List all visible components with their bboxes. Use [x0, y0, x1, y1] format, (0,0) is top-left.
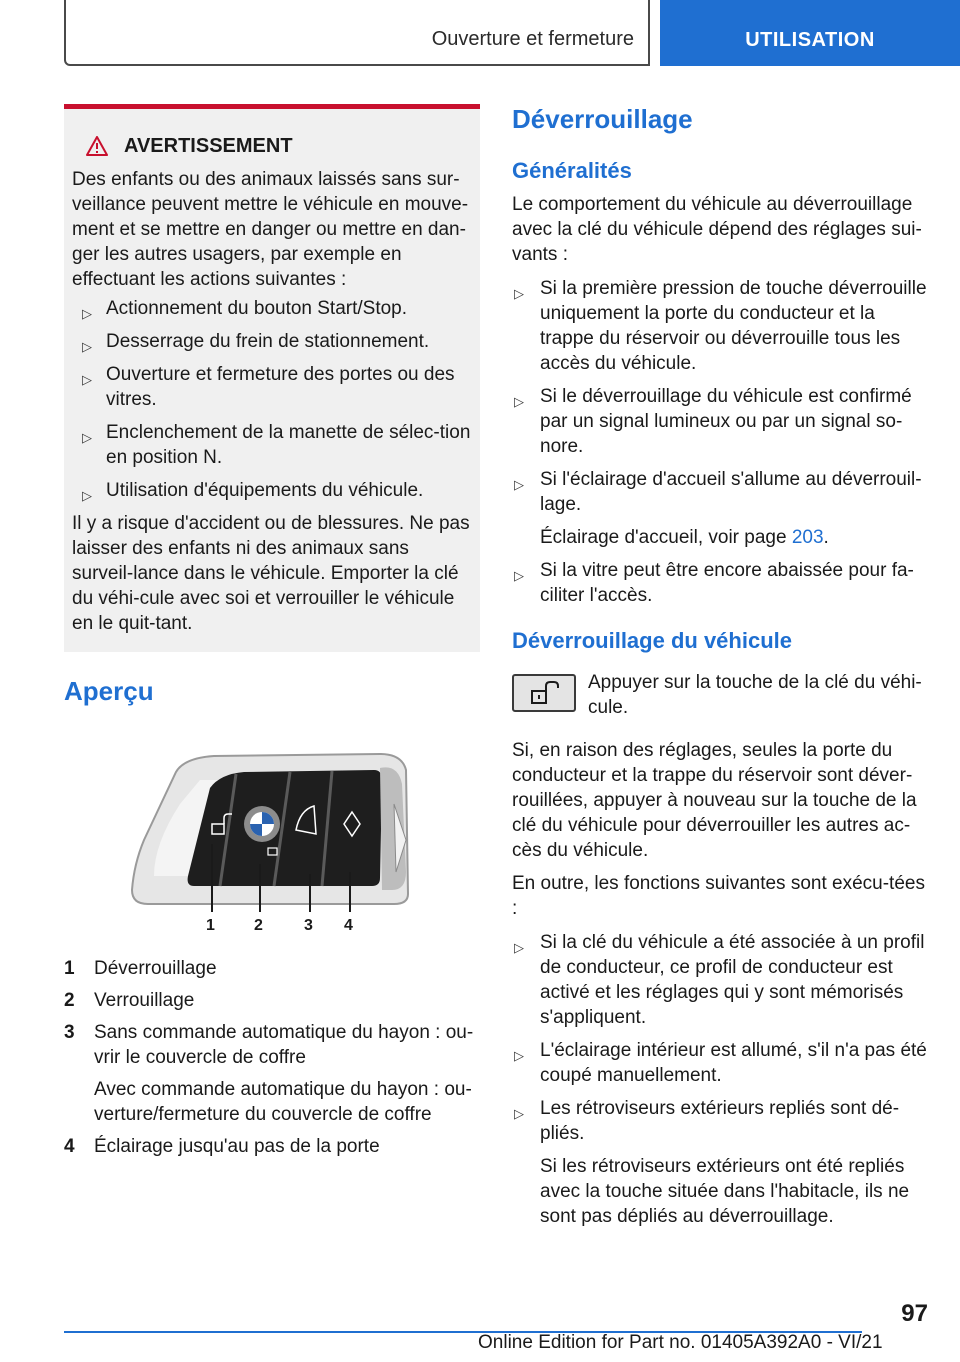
legend-text: Verrouillage [94, 990, 195, 1011]
deverrouillage-heading: Déverrouillage [512, 104, 693, 134]
legend-text: Sans commande automatique du hayon : ou-vrir le couvercle de coffre [94, 1022, 474, 1068]
page-reference [512, 525, 930, 550]
triangle-bullet-icon: ▷ [82, 488, 92, 503]
generalites-section [512, 158, 930, 616]
triangle-bullet-icon: ▷ [514, 477, 524, 492]
legend-text: Éclairage jusqu'au pas de la porte [94, 1136, 380, 1157]
triangle-bullet-icon: ▷ [82, 372, 92, 387]
warning-box [64, 104, 480, 652]
warning-icon [86, 136, 108, 156]
list-item [512, 1038, 930, 1088]
legend-text: Déverrouillage [94, 958, 217, 979]
apercu-heading: Aperçu [64, 676, 154, 706]
warning-intro: Des enfants ou des animaux laissés sans sur-veillance peuvent mettre le véhicule en mouve-ment et se mettre en danger ou mettre en dan-ger les autres usagers, par exemple en effectuant les actions suivantes : [72, 169, 469, 290]
list-item-text: L'éclairage intérieur est allumé, s'il n'a pas été coupé manuellement. [540, 1040, 927, 1086]
header-chapter-tab[interactable] [660, 0, 960, 66]
legend-row [64, 1020, 480, 1070]
header-chapter-label: UTILISATION [745, 29, 875, 51]
list-item-text: Si l'éclairage d'accueil s'allume au déverrouil-lage. [540, 469, 922, 515]
page-reference-end: . [823, 527, 829, 548]
callout-2: 2 [254, 917, 263, 934]
vehicule-section [512, 738, 930, 1237]
legend-number: 3 [64, 1022, 75, 1043]
unlock-padlock-icon [514, 676, 574, 710]
legend-row [64, 988, 480, 1013]
list-item [512, 467, 930, 517]
page-number: 97 [901, 1300, 928, 1327]
footer-edition: Online Edition for Part no. 01405A392A0 - VI/21 [478, 1332, 883, 1353]
list-item [72, 362, 472, 412]
car-key-illustration [124, 744, 420, 940]
warning-title [86, 133, 472, 159]
list-item-text: Si la clé du véhicule a été associée à un profil de conducteur, ce profil de conducteur est activé et les réglages qui y sont mémorisés s'appliquent. [540, 932, 925, 1028]
callout-1: 1 [206, 917, 215, 934]
header-section-box [64, 0, 650, 66]
list-item-text: Les rétroviseurs extérieurs repliés sont dé-pliés. [540, 1098, 900, 1144]
list-item [512, 384, 930, 459]
list-item [72, 420, 472, 470]
list-item [512, 930, 930, 1030]
list-item [72, 329, 472, 354]
warning-outro: Il y a risque d'accident ou de blessures. Ne pas laisser des enfants ni des animaux sans surveil-lance dans le véhicule. Emporter la clé du véhi-cule avec soi et verrouiller le véhicule en le quit-tant. [72, 513, 470, 634]
unlock-button-icon [512, 674, 576, 712]
generalites-heading: Généralités [512, 158, 632, 183]
generalites-intro: Le comportement du véhicule au déverrouillage avec la clé du véhicule dépend des réglages sui-vants : [512, 194, 922, 265]
legend-number: 2 [64, 990, 75, 1011]
page-reference-link[interactable]: 203 [791, 527, 824, 548]
list-item [512, 1096, 930, 1146]
triangle-bullet-icon: ▷ [82, 430, 92, 445]
key-legend [64, 956, 480, 1166]
warning-title-text: AVERTISSEMENT [124, 134, 293, 157]
callout-3: 3 [304, 917, 313, 934]
list-item-text: Desserrage du frein de stationnement. [106, 331, 430, 352]
vehicule-section-heading-wrap [512, 628, 930, 654]
list-item-text: Utilisation d'équipements du véhicule. [106, 480, 424, 501]
legend-number: 1 [64, 958, 75, 979]
vehicule-para1: Si, en raison des réglages, seules la porte du conducteur et la trappe du réservoir sont déver-rouillées, appuyer à nouveau sur la touche de la clé du véhicule pour déverrouiller les autres ac-cès du véhicule. [512, 740, 917, 861]
list-item-text: Enclenchement de la manette de sélec-tion en position N. [106, 422, 471, 468]
legend-number: 4 [64, 1136, 75, 1157]
legend-row [64, 956, 480, 981]
triangle-bullet-icon: ▷ [514, 568, 524, 583]
list-item-text: Si la première pression de touche déverrouille uniquement la porte du conducteur et la trappe du réservoir ou déverrouille tous les accès du véhicule. [540, 278, 927, 374]
triangle-bullet-icon: ▷ [82, 339, 92, 354]
triangle-bullet-icon: ▷ [514, 286, 524, 301]
list-item-text: Si le déverrouillage du véhicule est confirmé par un signal lumineux ou par un signal so-nore. [540, 386, 912, 457]
vehicule-list [512, 930, 930, 1146]
triangle-bullet-icon: ▷ [514, 1048, 524, 1063]
vehicule-heading: Déverrouillage du véhicule [512, 628, 792, 653]
warning-list [72, 296, 472, 503]
callout-4: 4 [344, 917, 353, 934]
list-item [512, 558, 930, 608]
triangle-bullet-icon: ▷ [514, 394, 524, 409]
legend-subtext: Avec commande automatique du hayon : ou-verture/fermeture du couvercle de coffre [94, 1079, 472, 1125]
generalites-list-continued [512, 558, 930, 608]
generalites-list [512, 276, 930, 517]
list-item [72, 296, 472, 321]
list-item-text: Ouverture et fermeture des portes ou des vitres. [106, 364, 455, 410]
vehicule-sub-note: Si les rétroviseurs extérieurs ont été repliés avec la touche située dans l'habitacle, ils ne sont pas dépliés au déverrouillage. [540, 1156, 910, 1227]
vehicule-para2: En outre, les fonctions suivantes sont exécu-tées : [512, 873, 925, 919]
list-item [72, 478, 472, 503]
list-item-text: Actionnement du bouton Start/Stop. [106, 298, 408, 319]
triangle-bullet-icon: ▷ [514, 1106, 524, 1121]
legend-row [64, 1134, 480, 1159]
header-section-title: Ouverture et fermeture [431, 28, 634, 50]
list-item-text: Si la vitre peut être encore abaissée pour fa-ciliter l'accès. [540, 560, 914, 606]
list-item [512, 276, 930, 376]
page-reference-text: Éclairage d'accueil, voir page [540, 527, 792, 548]
triangle-bullet-icon: ▷ [514, 940, 524, 955]
vehicule-button-text: Appuyer sur la touche de la clé du véhi-cule. [588, 672, 922, 718]
triangle-bullet-icon: ▷ [82, 306, 92, 321]
